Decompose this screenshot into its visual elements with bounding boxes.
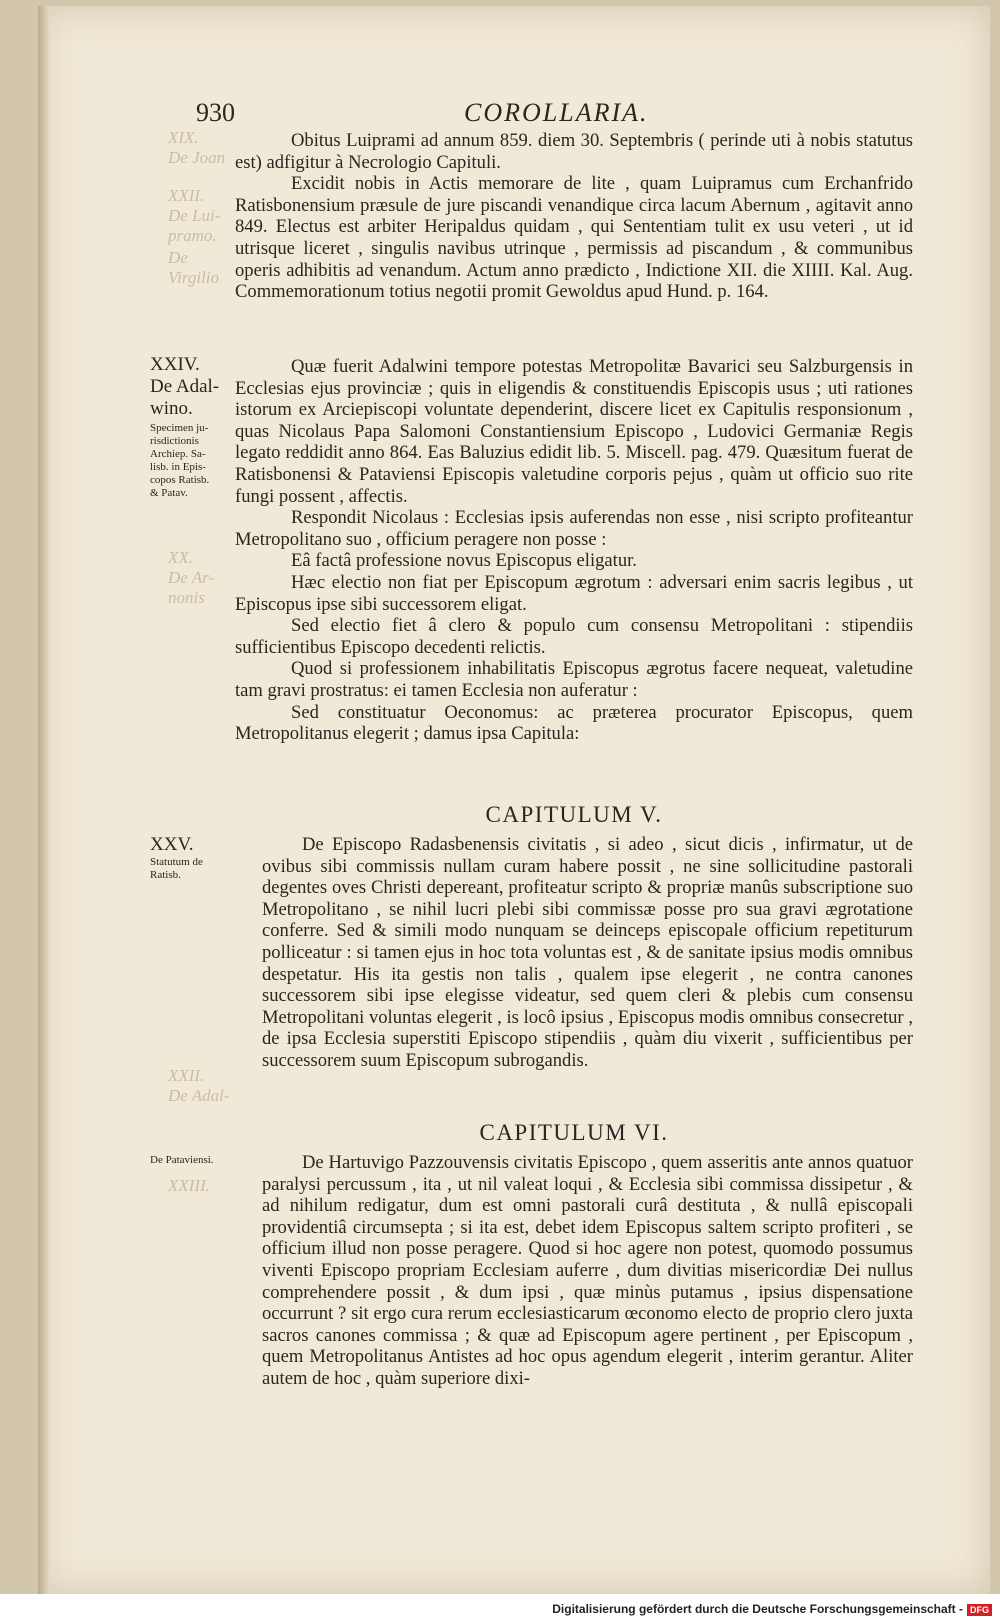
section-number: XXIV. [150,354,200,375]
intro-text [235,130,913,303]
section-note: De Pataviensi. [150,1154,214,1166]
margin-de-pataviensi [150,1154,232,1166]
page-edge [38,6,50,1594]
paragraph: Hæc electio non fiat per Episcopum ægrotum : adversari enim sacris legibus , ut Episcopus ipse sibi successorem eligat. [235,571,913,615]
bleed-through-2: XX. De Ar- nonis [168,548,215,607]
bleed-through-3: XXII. De Adal- XXIII. [168,1066,230,1195]
footer-credit [552,1602,992,1616]
chapter-vi-text [262,1152,913,1390]
section-title: De Adal- wino. [150,376,220,419]
section-note: Statutum de Ratisb. [150,856,203,881]
chapter-v-heading: CAPITULUM V. [485,802,663,827]
paragraph: Sed electio fiet â clero & populo cum consensu Metropolitani : stipendiis sufficientibus Episcopo decedenti relictis. [235,615,913,658]
dfg-logo: DFG [967,1604,992,1616]
section-number: XXV. [150,834,194,855]
margin-xxiv [150,354,232,500]
paragraph: Eâ factâ professione novus Episcopus eligatur. [291,550,637,572]
paragraph: Sed constituatur Oeconomus: ac præterea procurator Episcopus, quem Metropolitanus elegerit ; damus ipsa Capitula: [235,701,913,745]
paragraph: Quæ fuerit Adalwini tempore potestas Metropolitæ Bavarici seu Salzburgensis in Ecclesias ejus provinciæ ; quis in eligendis & constituendis Episcopis usus ; uti rationes istorum ex Arciepiscopi voluntate dependerint, discere licet ex Capitulis responsionum , quas Nicolaus Papa Salomoni Constantiensium Episcopo , Ludovici Germaniæ Regis legato reddidit anno 864. Eas Baluzius edidit lib. 5. Miscell. pag. 479. Quæsitum fuerat de Ratisbonensi & Pataviensi Episcopis valetudine corporis pejus , quàm ut officio suo rite fungi possent , affectis. [235,356,913,507]
quotation: De Episcopo Radasbenensis civitatis , si adeo , sicut dicis , infirmatur, ut de ovibus sibi commissis nullam curam habere possit , ne sine sollicitudine pastorali degentes oves Christi depereant, profiteatur scripto & propriæ manûs subscriptione suo Metropolitano , se nihil lucri plebi sibi commissæ posse pro sua gravi ægrotatione conferre. Sed & simili modo nunquam se deinceps episcopale officium repetiturum polliceatur : si tamen ejus in hoc tota voluntas est , & de sanitate ipsius modis omnibus despetatur. His ita gestis non talis , qualem ipse elegerit , ne contra canones successorem sibi ipse elegisse videatur, sed quem cleri & plebis cum consensu Metropolitani voluntas elegerit , is locô ipsius , Episcopus modis omnibus consecretur , de ipsa Ecclesia superstiti Episcopo stipendiis , quàm diu vixerit , sufficientibus per successorem suum Episcopum subrogandis. [262,834,913,1071]
chapter-v-text [262,834,913,1072]
paragraph: Respondit Nicolaus : Ecclesias ipsis auferendas non esse , nisi scripto profiteantur Metropolitano suo , officium peragere non posse : [235,507,913,550]
chapter-vi-heading: CAPITULUM VI. [479,1120,669,1145]
paragraph: Quod si professionem inhabilitatis Episcopus ægrotus facere nequeat, valetudine tam gravi prostratus: ei tamen Ecclesia non auferatur : [235,658,913,701]
paragraph: Obitus Luiprami ad annum 859. diem 30. Septembris ( perinde uti à nobis statutus est) adfigitur à Necrologio Capituli. [235,130,913,173]
quotation: De Hartuvigo Pazzouvensis civitatis Episcopo , quem asseritis ante annos quatuor paralysi percussum , ita , ut nil valeat loqui , & Ecclesia sibi commissa dissipetur , & ad nihilum redigatur, dum est omni pastorali curâ destituta , & nullâ episcopali providentiâ circumsepta ; si ita est, debet idem Episcopus saltem scripto profiteri , se officium illud non posse peragere. Quod si hoc agere non potest, quomodo possumus viventi Episcopo propriam Ecclesiam auferre , dum divitias misericordiæ Dei nullus comprehendere possit , & dum ipsi , quæ minùs putamus , ipsius dispensatione occurrunt ? sit ergo cura rerum ecclesiasticarum œconomo electo de proprio clero juxta sacros canones commissa ; & quæ ad Episcopum agere pertinent , per Episcopum , quem Metropolitanus Antistes ad hoc opus agendum elegerit , interim gerantur. Aliter autem de hoc , quàm superiore dixi- [262,1152,913,1389]
running-title: COROLLARIA. [464,98,649,127]
paragraph: Excidit nobis in Actis memorare de lite , quam Luipramus cum Erchanfrido Ratisbonensium præsule de jure piscandi venandique circa lacum Abernum , agitavit anno 849. Electus est arbiter Heripaldus quidam , qui Sententiam tulit ex usu veteri , ut id utrisque liceret , singulis navibus utrinque , permissis ad piscandum , & communibus operis adhibitis ad venandum. Actum anno prædicto , Indictione XII. die XIIII. Kal. Aug. Commemorationum totius negotii promit Gewoldus apud Hund. p. 164. [235,173,913,303]
page-number: 930 [196,98,235,127]
margin-xxv [150,834,232,882]
bleed-through: XIX. De Joan XXII. De Lui- pramo. De Virgilio [168,128,226,287]
page-header [196,98,916,130]
section-xxiv-text [235,356,913,745]
footer-text: Digitalisierung gefördert durch die Deutsche Forschungsgemeinschaft - [552,1602,963,1616]
section-note: Specimen ju- risdictionis Archiep. Sa- lisb. in Epis- copos Ratisb. & Patav. [150,422,210,499]
